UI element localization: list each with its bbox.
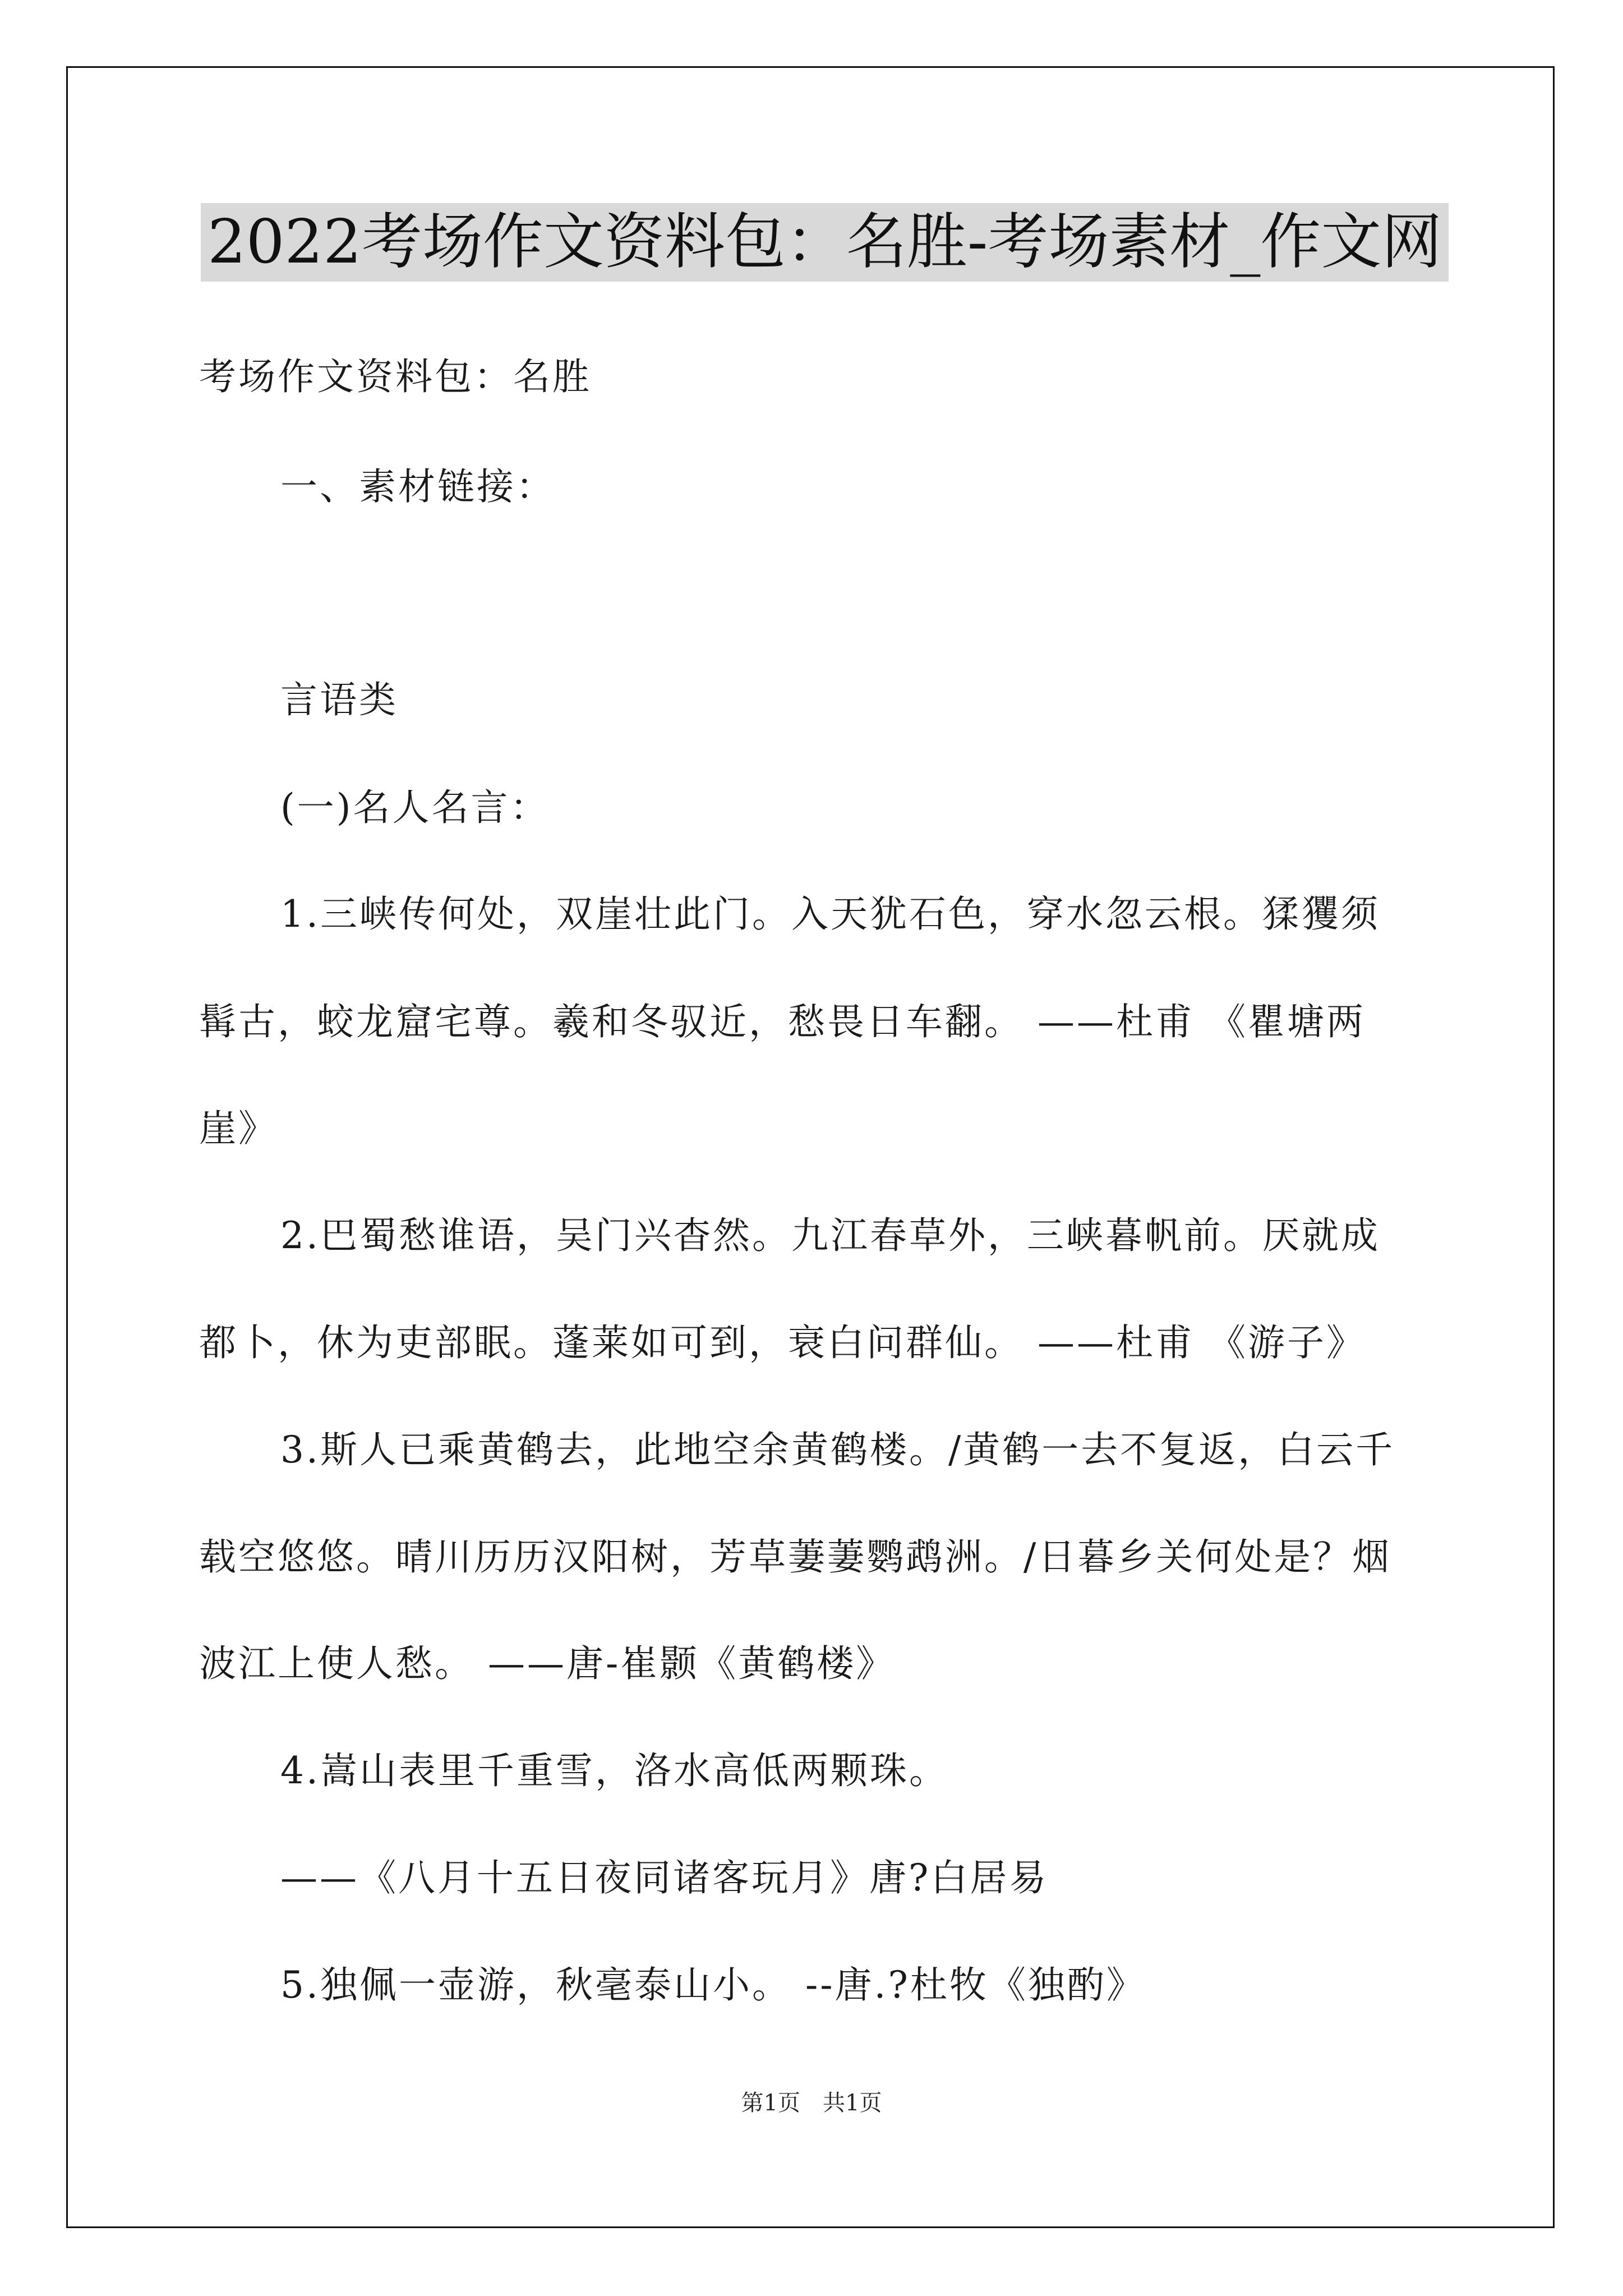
body-line: 3.斯人已乘黄鹤去，此地空余黄鹤楼。/黄鹤一去不复返，白云千 [280, 1428, 1395, 1471]
subsection-heading: (一)名人名言： [280, 786, 550, 829]
body-line: ——《八月十五日夜同诸客玩月》唐?白居易 [280, 1856, 1049, 1899]
body-line: 载空悠悠。晴川历历汉阳树，芳草萋萋鹦鹉洲。/日暮乡关何处是？烟 [199, 1535, 1392, 1579]
section-heading: 一、素材链接： [280, 465, 555, 508]
document-title: 2022考场作文资料包：名胜-考场素材_作文网 [201, 203, 1449, 282]
body-line: 都卜，休为吏部眠。蓬莱如可到，衰白问群仙。 ——杜甫 《游子》 [199, 1321, 1366, 1364]
document-subtitle: 考场作文资料包：名胜 [199, 355, 592, 398]
page-footer: 第1页 共1页 [741, 2090, 882, 2116]
body-line: 崖》 [199, 1107, 278, 1150]
body-line: 髯古，蛟龙窟宅尊。羲和冬驭近，愁畏日车翻。 ——杜甫 《瞿塘两 [199, 1000, 1366, 1043]
body-line: 5.独佩一壶游，秋毫泰山小。 --唐.?杜牧《独酌》 [280, 1963, 1146, 2007]
body-line: 2.巴蜀愁谁语，吴门兴杳然。九江春草外，三峡暮帆前。厌就成 [280, 1214, 1380, 1257]
body-line: 4.嵩山表里千重雪，洛水高低两颗珠。 [280, 1749, 948, 1792]
category-heading: 言语类 [280, 678, 398, 721]
body-line: 波江上使人愁。 ——唐-崔颢《黄鹤楼》 [199, 1642, 896, 1685]
body-line: 1.三峡传何处，双崖壮此门。入天犹石色，穿水忽云根。猱玃须 [280, 892, 1380, 936]
